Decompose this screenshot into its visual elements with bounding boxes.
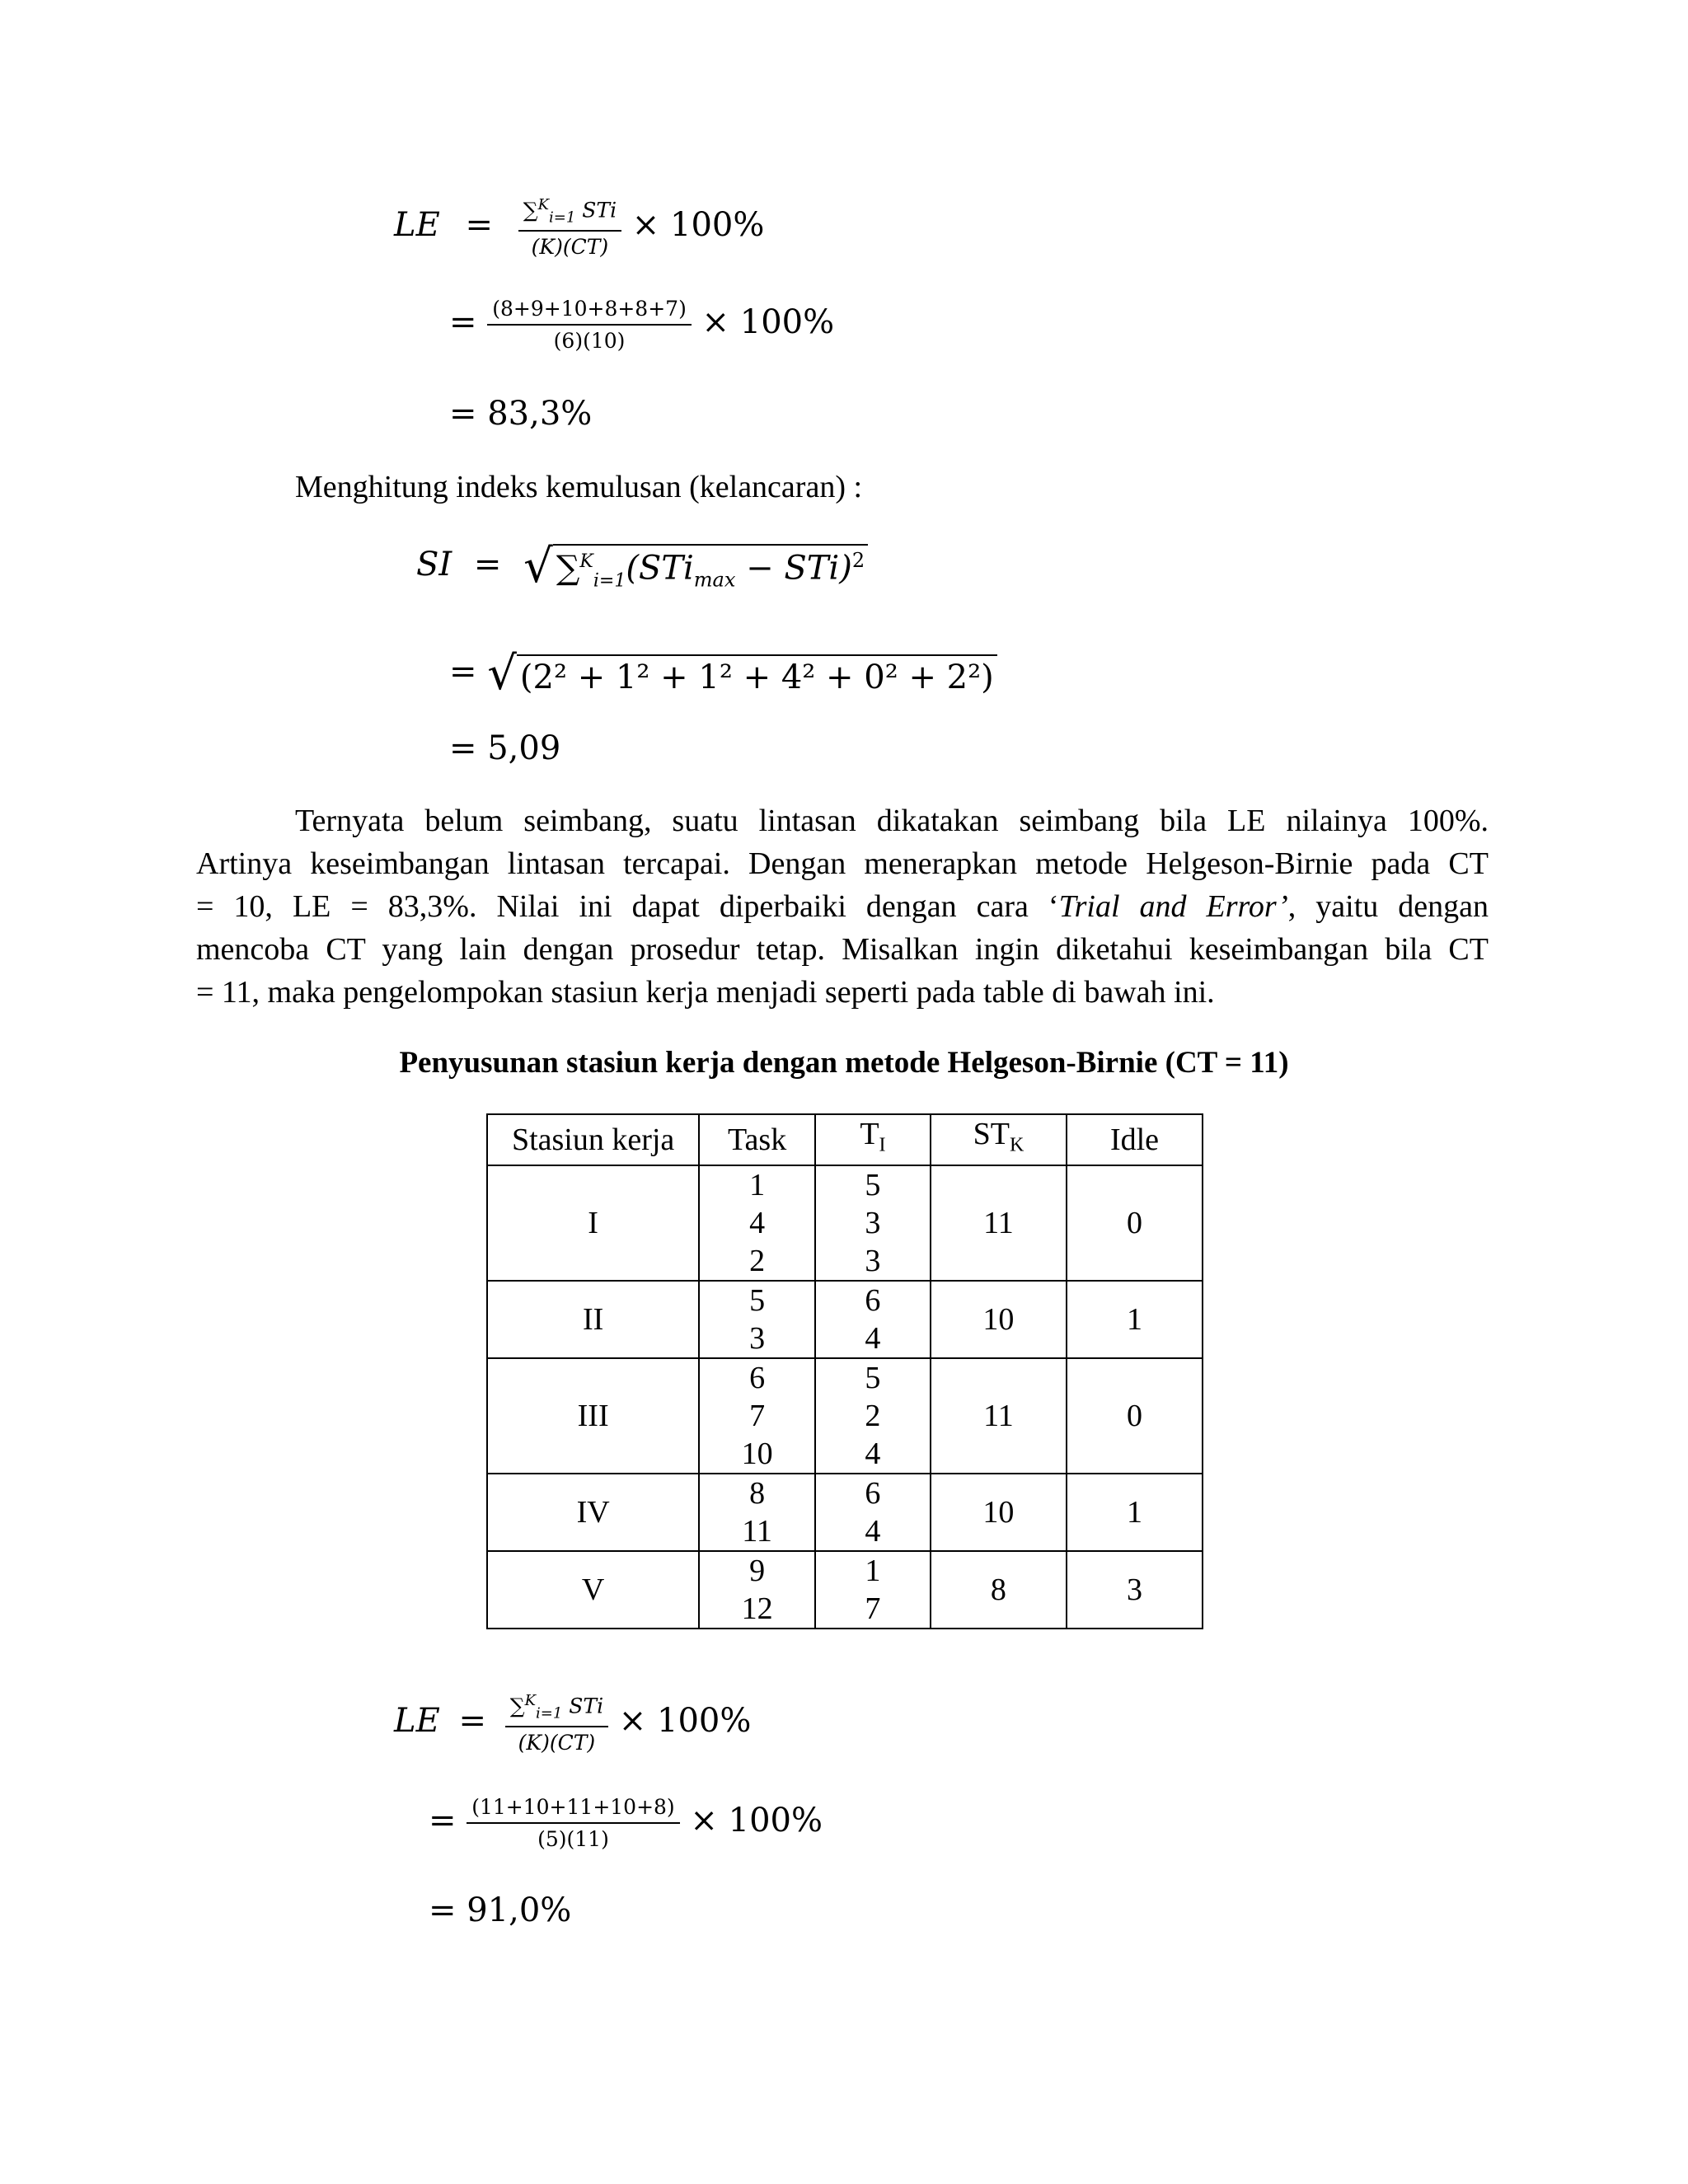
table-header-row <box>487 1114 1203 1165</box>
col-station: Stasiun kerja <box>487 1114 699 1165</box>
le-result-2: = 91,0% <box>429 1891 572 1929</box>
le2-step-2: = $\frac{(11+10+11+10+8)}{(5)(11)}$ × 100% <box>429 1795 823 1851</box>
si-formula: SI = √ ∑$^K_{i=1}$(STi$_{max}$ − STi)$^2$ <box>416 544 868 590</box>
table-row: V 9 12 1 7 8 3 <box>487 1551 1203 1629</box>
table-row: III 6 7 10 5 2 4 11 0 <box>487 1358 1203 1474</box>
table-row: IV 8 11 6 4 10 1 <box>487 1474 1203 1551</box>
times-100: × 100% <box>631 206 765 245</box>
table-row: I 1 4 2 5 3 3 11 0 <box>487 1165 1203 1281</box>
paragraph-line: = 10, LE = 83,3%. Nilai ini dapat diperbaiki dengan cara ‘Trial and Error’, yaitu dengan <box>196 889 1489 924</box>
le-symbol: LE <box>394 206 440 245</box>
le-step-2: = $\frac{(8+9+10+8+8+7)}{(6)(10)}$ × 100% <box>449 297 835 353</box>
paragraph-line: Artinya keseimbangan lintasan tercapai. Dengan menerapkan metode Helgeson-Birnie pada CT <box>196 846 1489 881</box>
station-table <box>486 1113 1203 1629</box>
le-formula-2: LE = $\frac{\sum^K_{i=1} STi}{(K)(CT)}$ × 100% <box>394 1692 752 1755</box>
paragraph-line: Ternyata belum seimbang, suatu lintasan dikatakan seimbang bila LE nilainya 100%. <box>295 804 1489 838</box>
si-result: = 5,09 <box>449 729 561 767</box>
table-caption: Penyusunan stasiun kerja dengan metode Helgeson-Birnie (CT = 11) <box>399 1046 1289 1080</box>
paragraph-line: = 11, maka pengelompokan stasiun kerja menjadi seperti pada table di bawah ini. <box>196 975 1215 1010</box>
paragraph-line: mencoba CT yang lain dengan prosedur tetap. Misalkan ingin diketahui keseimbangan bila CT <box>196 932 1489 967</box>
le-result-1: = 83,3% <box>449 395 593 433</box>
le-fraction: $\frac{\sum^K_{i=1} STi}{(K)(CT)}$ <box>518 198 621 257</box>
col-idle: Idle <box>1067 1114 1203 1165</box>
si-step-2: = √ (2² + 1² + 1² + 4² + 0² + 2²) <box>449 651 997 697</box>
si-intro: Menghitung indeks kemulusan (kelancaran) : <box>295 470 863 504</box>
col-task: Task <box>699 1114 815 1165</box>
le-formula-1: LE = $\frac{\sum^K_{i=1} STi}{(K)(CT)}$ × 100% <box>394 196 765 260</box>
body-paragraph <box>196 799 1489 1014</box>
table-row: II 5 3 6 4 10 1 <box>487 1281 1203 1358</box>
sqrt: √ ∑$^K_{i=1}$(STi$_{max}$ − STi)$^2$ <box>523 544 868 590</box>
le-step-2-fraction: $\frac{(8+9+10+8+8+7)}{(6)(10)}$ <box>487 298 692 351</box>
col-ti: $T_I$ <box>815 1114 931 1165</box>
col-stk: $ST_K$ <box>931 1114 1067 1165</box>
